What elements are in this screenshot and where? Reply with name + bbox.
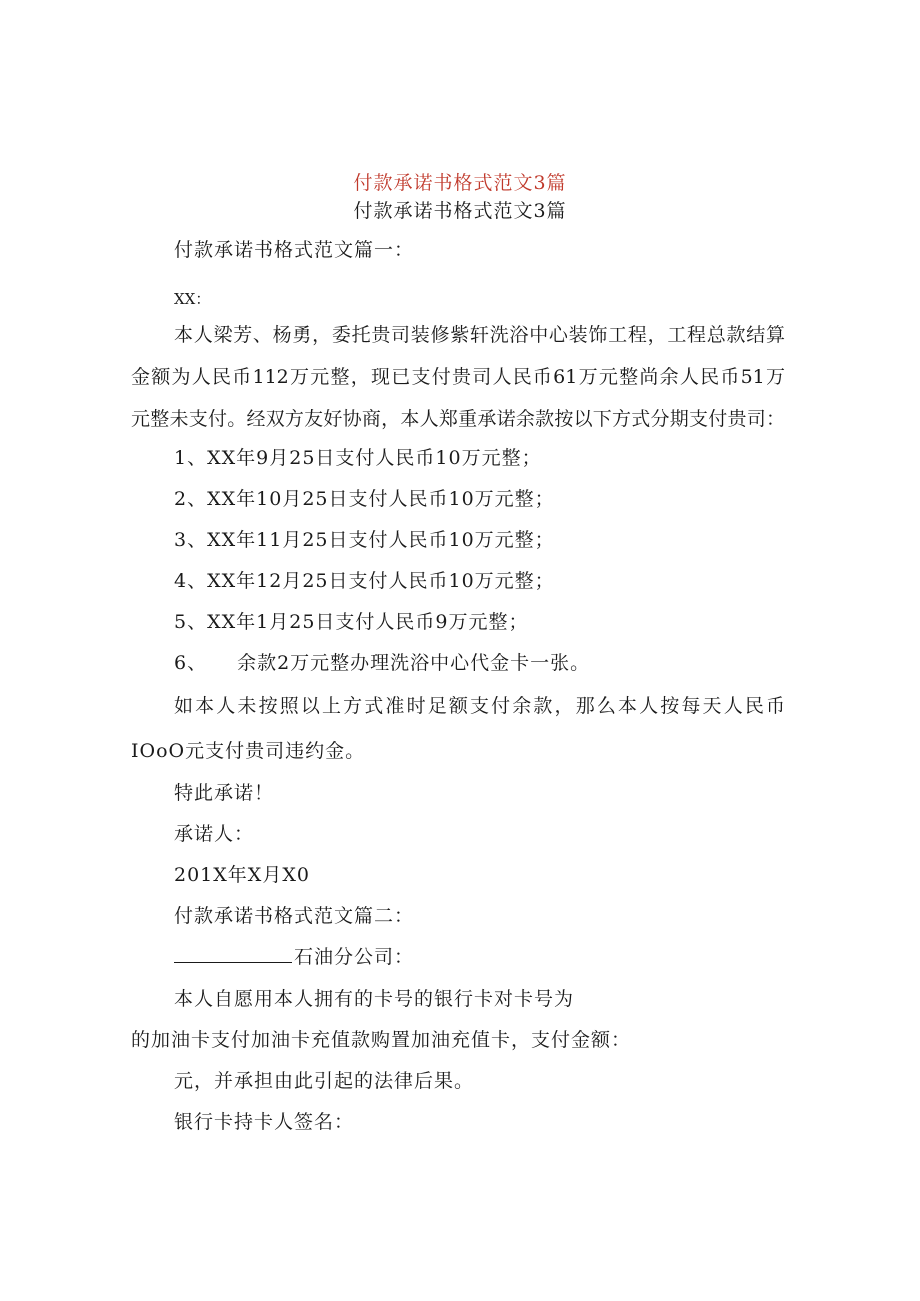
installment-item-5: 5、XX年1月25日支付人民币9万元整； xyxy=(174,611,529,633)
paragraph-3-line-2: 的加油卡支付加油卡充值款购置加油充值卡，支付金额： xyxy=(131,1029,632,1051)
installment-item-3: 3、XX年11月25日支付人民币10万元整； xyxy=(174,529,555,551)
installment-item-2: 2、XX年10月25日支付人民币10万元整； xyxy=(174,488,555,510)
installment-item-6-number: 6、 xyxy=(174,652,208,674)
paragraph-1-line-3: 元整未支付。经双方友好协商，本人郑重承诺余款按以下方式分期支付贵司： xyxy=(131,408,785,430)
section-heading-2: 付款承诺书格式范文篇二： xyxy=(174,905,415,927)
installment-item-4: 4、XX年12月25日支付人民币10万元整； xyxy=(174,570,555,592)
salutation: XX： xyxy=(174,290,211,308)
recipient-suffix: 石油分公司： xyxy=(294,946,415,968)
installment-item-6-text: 余款2万元整办理洗浴中心代金卡一张。 xyxy=(237,652,591,674)
paragraph-3-line-3: 元，并承担由此引起的法律后果。 xyxy=(174,1070,475,1092)
signer-label: 承诺人： xyxy=(174,823,255,845)
recipient-blank[interactable] xyxy=(174,944,292,963)
installment-item-1: 1、XX年9月25日支付人民币10万元整； xyxy=(174,447,542,469)
paragraph-3-line-1: 本人自愿用本人拥有的卡号的银行卡对卡号为 xyxy=(174,988,575,1010)
paragraph-1-line-1: 本人梁芳、杨勇，委托贵司装修紫轩洗浴中心装饰工程，工程总款结算 xyxy=(174,324,785,346)
paragraph-2-line-1: 如本人未按照以上方式准时足额支付余款，那么本人按每天人民币 xyxy=(174,695,785,717)
paragraph-1-line-2: 金额为人民币112万元整，现已支付贵司人民币61万元整尚余人民币51万 xyxy=(131,366,785,388)
closing-statement: 特此承诺！ xyxy=(174,782,275,804)
paragraph-2-line-2: IOoO元支付贵司违约金。 xyxy=(131,740,366,762)
installment-item-6 xyxy=(174,648,590,675)
document-title-red: 付款承诺书格式范文3篇 xyxy=(353,172,567,194)
signature-date: 201X年X月X0 xyxy=(174,864,310,886)
document-title: 付款承诺书格式范文3篇 xyxy=(353,200,567,222)
card-holder-signature-label: 银行卡持卡人签名： xyxy=(174,1111,355,1133)
section-heading-1: 付款承诺书格式范文篇一： xyxy=(174,239,415,261)
recipient-line xyxy=(174,942,414,969)
